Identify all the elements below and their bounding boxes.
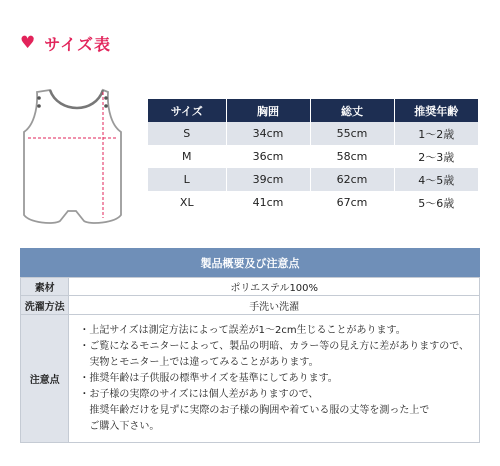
chest-cell: 34cm: [226, 122, 310, 145]
chest-cell: 36cm: [226, 145, 310, 168]
note-line: ・ご覧になるモニターによって、製品の明暗、カラー等の見え方に差がありますので、: [79, 341, 469, 352]
age-cell: 4〜5歳: [394, 168, 478, 191]
material-label: 素材: [21, 278, 69, 296]
size-chart-title: [20, 33, 111, 53]
size-table-header: [148, 99, 478, 122]
table-row: [148, 145, 478, 168]
size-table: [148, 99, 478, 214]
length-cell: 62cm: [310, 168, 394, 191]
chest-cell: 39cm: [226, 168, 310, 191]
garment-outline: [24, 90, 121, 223]
col-size: サイズ: [148, 99, 226, 122]
product-info-table: [20, 277, 480, 443]
heart-icon: ♥: [20, 32, 36, 53]
note-line: 実物とモニター上では違ってみることがあります。: [79, 357, 319, 368]
table-row: [148, 122, 478, 145]
size-cell: M: [148, 145, 226, 168]
size-cell: S: [148, 122, 226, 145]
notes-list: [69, 315, 480, 443]
material-value: ポリエステル100%: [69, 278, 480, 296]
chest-cell: 41cm: [226, 191, 310, 214]
age-cell: 5〜6歳: [394, 191, 478, 214]
table-row: [148, 191, 478, 214]
age-cell: 1〜2歳: [394, 122, 478, 145]
length-cell: 58cm: [310, 145, 394, 168]
material-row: [21, 278, 480, 296]
size-cell: L: [148, 168, 226, 191]
note-line: ご購入下さい。: [79, 421, 160, 432]
wash-value: 手洗い洗濯: [69, 296, 480, 315]
age-cell: 2〜3歳: [394, 145, 478, 168]
table-row: [148, 168, 478, 191]
note-line: 推奨年齢だけを見ずに実際のお子様の胸囲や着ている服の丈等を測った上で: [79, 405, 430, 416]
note-line: ・推奨年齢は子供服の標準サイズを基準にしてあります。: [79, 373, 338, 384]
length-cell: 55cm: [310, 122, 394, 145]
col-chest: 胸囲: [226, 99, 310, 122]
col-length: 総丈: [310, 99, 394, 122]
size-cell: XL: [148, 191, 226, 214]
product-info-heading: 製品概要及び注意点: [20, 248, 480, 277]
length-cell: 67cm: [310, 191, 394, 214]
wash-row: [21, 296, 480, 315]
wash-label: 洗濯方法: [21, 296, 69, 315]
notes-row: [21, 315, 480, 443]
note-line: ・お子様の実際のサイズには個人差がありますので、: [79, 389, 319, 400]
page-title: サイズ表: [44, 34, 111, 54]
note-line: ・上記サイズは測定方法によって誤差が1〜2cm生じることがあります。: [79, 325, 406, 336]
col-age: 推奨年齢: [394, 99, 478, 122]
garment-measurement-diagram: [20, 80, 128, 227]
notes-label: 注意点: [21, 315, 69, 443]
